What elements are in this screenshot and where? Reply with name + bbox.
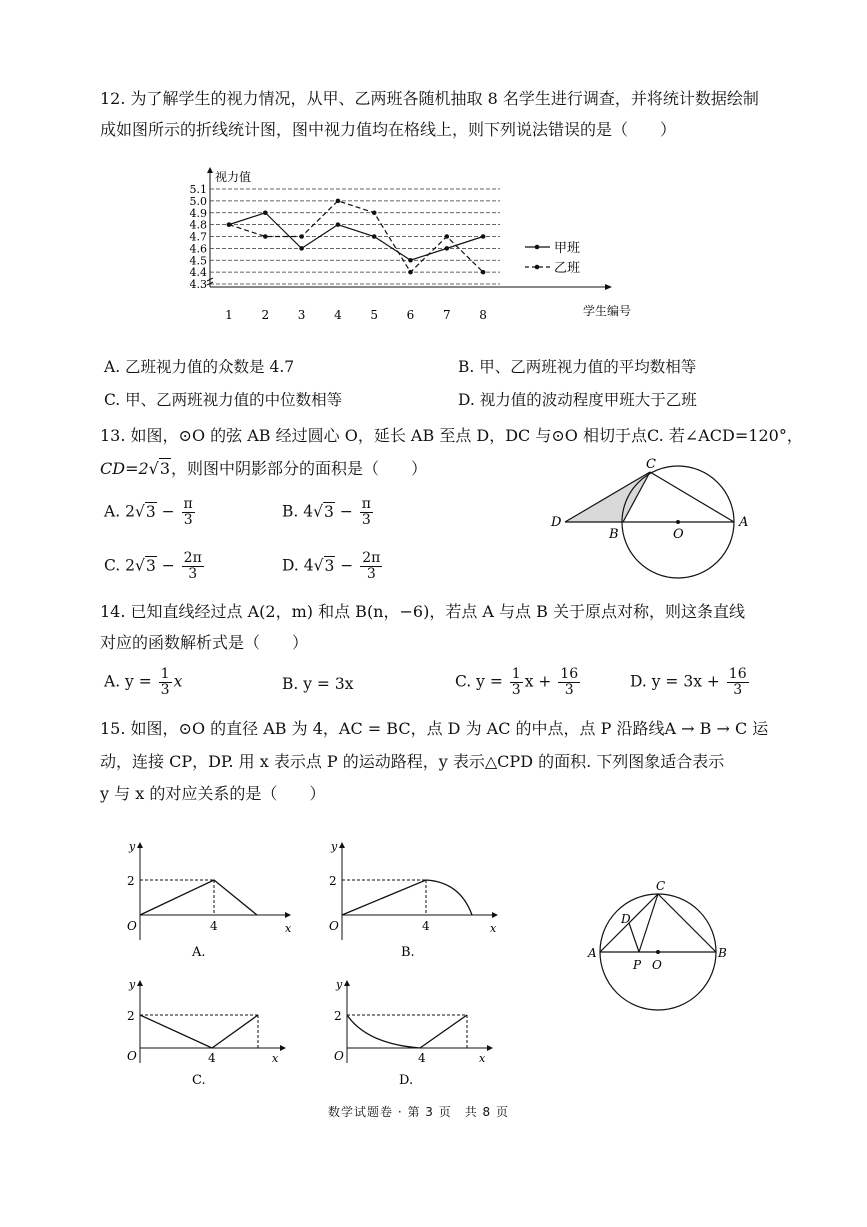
q15-graph-b <box>312 840 502 960</box>
q12-line-chart <box>180 165 660 325</box>
q13-stem-tail: ，则图中阴影部分的面积是（ ） <box>171 459 428 478</box>
svg-text:2: 2 <box>334 1009 342 1023</box>
q13-stem-line1: 13. 如图，⊙O 的弦 AB 经过圆心 O，延长 AB 至点 D，DC 与⊙O 相切于点C. 若∠ACD=120°， <box>100 426 803 445</box>
svg-text:C: C <box>656 879 666 893</box>
svg-text:x: x <box>272 1052 279 1065</box>
q15-stem-line3: y 与 x 的对应关系的是（ ） <box>100 784 326 803</box>
data-point <box>445 234 450 239</box>
page-footer: 数学试题卷 · 第 3 页 共 8 页 <box>328 1105 509 1119</box>
svg-text:B.: B. <box>401 945 415 960</box>
x-tick-label: 1 <box>225 308 233 322</box>
x-tick-label: 4 <box>334 308 342 322</box>
q15-graph-c <box>115 978 295 1093</box>
svg-text:A: A <box>739 515 749 530</box>
svg-text:4: 4 <box>418 1051 426 1065</box>
x-tick-label: 7 <box>442 308 451 322</box>
svg-text:O: O <box>673 527 684 542</box>
svg-text:x: x <box>490 922 497 935</box>
data-point <box>227 222 232 227</box>
legend-marker <box>535 265 540 270</box>
data-point <box>372 210 377 215</box>
y-tick-label: 4.4 <box>189 266 207 280</box>
y-tick-label: 4.6 <box>189 242 207 256</box>
q15-stem-line2: 动，连接 CP，DP. 用 x 表示点 P 的运动路程，y 表示△CPD 的面积. 下列图象适合表示 <box>100 752 725 771</box>
data-point <box>299 234 304 239</box>
q13-stem-line2: CD=2√3，则图中阴影部分的面积是（ ） <box>100 459 428 478</box>
x-tick-label: 3 <box>297 308 306 322</box>
data-point <box>372 234 377 239</box>
q14-stem-line2: 对应的函数解析式是（ ） <box>100 633 309 652</box>
x-axis-arrow <box>605 284 612 290</box>
y-tick-label: 4.3 <box>189 278 207 291</box>
svg-text:y: y <box>336 978 343 991</box>
legend-label-2: 乙班 <box>554 261 581 276</box>
data-point <box>336 199 341 204</box>
svg-text:O: O <box>334 1049 344 1063</box>
svg-text:A.: A. <box>192 945 206 960</box>
q13-option-c: C. 2√3 − $\frac{2\pi}{3}$ <box>104 550 202 582</box>
q12-option-b: B. 甲、乙两班视力值的平均数相等 <box>458 358 697 376</box>
x-axis-label: 学生编号 <box>583 304 632 318</box>
x-tick-label: 5 <box>370 308 379 322</box>
q12-option-c: C. 甲、乙两班视力值的中位数相等 <box>104 391 343 409</box>
svg-text:O: O <box>127 1049 137 1063</box>
data-point <box>445 246 450 251</box>
q15-graph-d <box>322 978 502 1093</box>
svg-text:2: 2 <box>127 874 135 888</box>
svg-text:y: y <box>129 840 136 853</box>
svg-text:x: x <box>285 922 292 935</box>
y-tick-label: 4.8 <box>189 218 207 232</box>
y-axis-arrow <box>207 167 213 173</box>
svg-text:2: 2 <box>127 1009 135 1023</box>
svg-text:D.: D. <box>399 1073 414 1088</box>
svg-text:y: y <box>129 978 136 991</box>
svg-text:4: 4 <box>210 919 218 933</box>
y-axis-label: 视力值 <box>215 170 252 184</box>
q12-stem-line2: 成如图所示的折线统计图，图中视力值均在格线上，则下列说法错误的是（ ） <box>100 120 677 139</box>
svg-text:C: C <box>646 457 656 472</box>
q14-option-a: A. y = $\frac{1}{3}$ x <box>104 666 183 698</box>
data-point <box>263 234 268 239</box>
q12-option-a: A. 乙班视力值的众数是 4.7 <box>104 358 295 376</box>
legend-label-1: 甲班 <box>554 241 581 256</box>
q13-cd-expr: CD=2 <box>100 459 149 478</box>
data-point <box>481 270 486 275</box>
q12-stem-line1: 12. 为了解学生的视力情况，从甲、乙两班各随机抽取 8 名学生进行调查，并将统计数据绘制 <box>100 89 759 108</box>
data-point <box>408 258 413 263</box>
svg-text:4: 4 <box>208 1051 216 1065</box>
data-point <box>481 234 486 239</box>
y-tick-label: 5.0 <box>189 194 207 208</box>
svg-text:B: B <box>609 527 619 542</box>
svg-text:y: y <box>331 840 338 853</box>
svg-text:D: D <box>621 912 631 926</box>
q14-stem-line1: 14. 已知直线经过点 A(2，m) 和点 B(n，−6)，若点 A 与点 B 关于原点对称，则这条直线 <box>100 602 745 621</box>
q12-option-d: D. 视力值的波动程度甲班大于乙班 <box>458 391 697 409</box>
svg-text:O: O <box>329 919 339 933</box>
legend-marker <box>535 245 540 250</box>
q13-circle-figure <box>545 450 765 590</box>
data-point <box>408 270 413 275</box>
q13-cd-radicand: 3 <box>159 459 171 478</box>
y-tick-label: 4.7 <box>189 230 207 244</box>
data-point <box>299 246 304 251</box>
data-point <box>336 222 341 227</box>
svg-text:C.: C. <box>192 1073 206 1088</box>
svg-text:x: x <box>479 1052 486 1065</box>
y-tick-label: 5.1 <box>189 183 207 196</box>
q13-option-b: B. 4√3 − $\frac{\pi}{3}$ <box>282 496 371 528</box>
x-tick-label: 2 <box>261 308 270 322</box>
q14-option-c: C. y = $\frac{1}{3}$ x + $\frac{16}{3}$ <box>455 666 579 698</box>
y-tick-label: 4.9 <box>189 206 207 220</box>
q13-option-a: A. 2√3 − $\frac{\pi}{3}$ <box>104 496 193 528</box>
q15-graph-a <box>115 840 295 960</box>
svg-text:2: 2 <box>329 874 337 888</box>
q14-option-d: D. y = 3x + $\frac{16}{3}$ <box>630 666 747 698</box>
x-tick-label: 8 <box>479 308 487 322</box>
svg-text:A: A <box>588 946 597 960</box>
q14-option-b: B. y = 3x <box>282 675 354 693</box>
svg-text:O: O <box>127 919 137 933</box>
svg-text:4: 4 <box>422 919 430 933</box>
svg-text:D: D <box>551 515 562 530</box>
svg-text:O: O <box>652 958 662 972</box>
q15-circle-figure <box>580 875 740 1015</box>
svg-text:P: P <box>633 958 642 972</box>
q13-option-d: D. 4√3 − $\frac{2\pi}{3}$ <box>282 550 381 582</box>
svg-text:B: B <box>718 946 727 960</box>
x-tick-label: 6 <box>406 308 415 322</box>
data-point <box>263 210 268 215</box>
y-tick-label: 4.5 <box>189 254 207 268</box>
q15-stem-line1: 15. 如图，⊙O 的直径 AB 为 4，AC = BC，点 D 为 AC 的中点，点 P 沿路线A → B → C 运 <box>100 719 769 738</box>
